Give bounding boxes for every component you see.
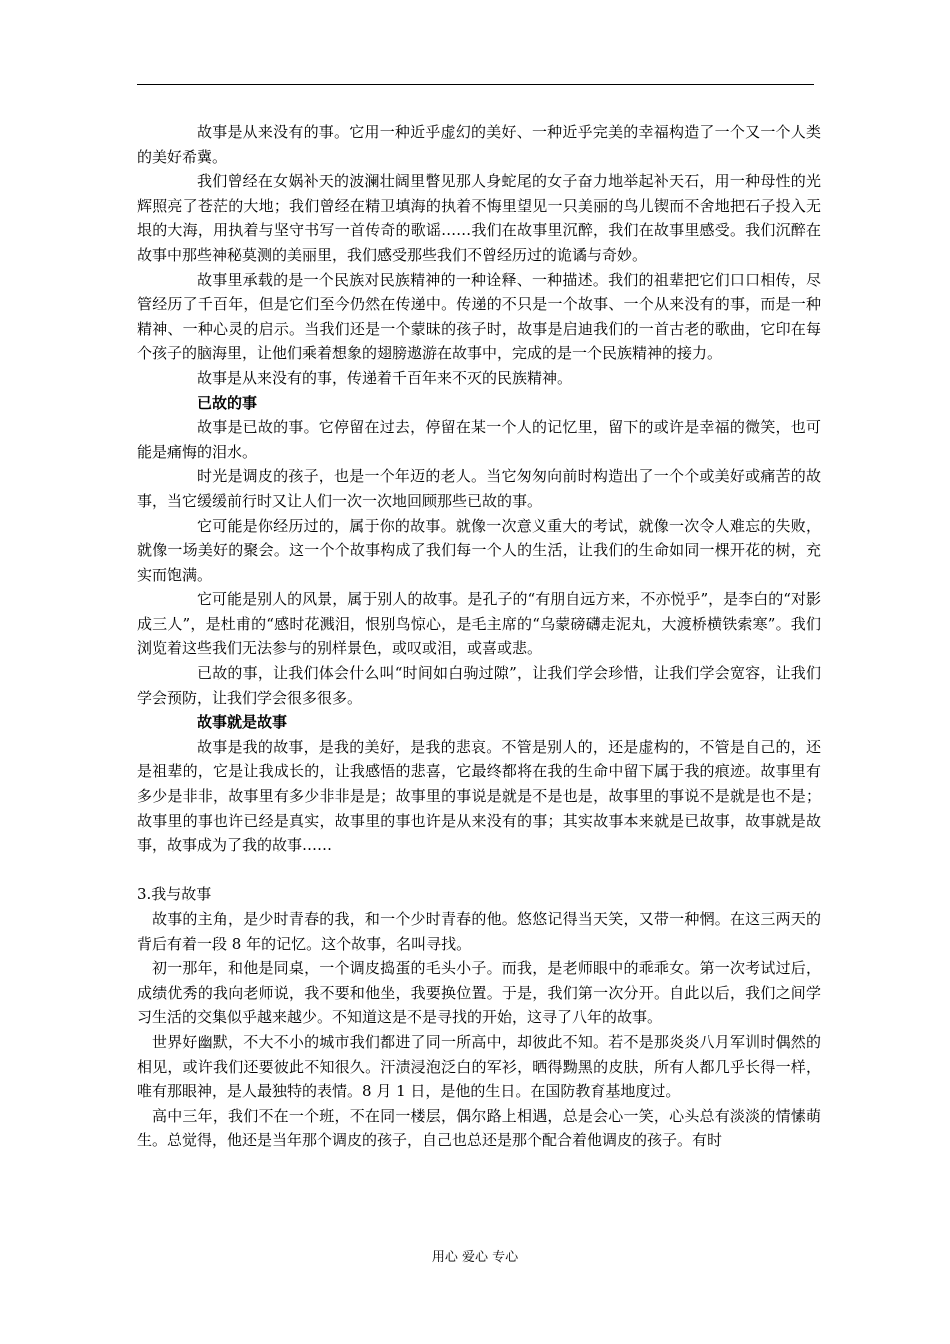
paragraph: 故事是从来没有的事，传递着千百年来不灭的民族精神。: [197, 368, 573, 387]
paragraph: 时光是调皮的孩子，也是一个年迈的老人。当它匆匆向前时构造出了一个个或美好或痛苦的故事，当它缓缓前行时又让人们一次一次地回顾那些已故的事。: [137, 467, 821, 510]
paragraph: 故事的主角，是少时青春的我，和一个少时青春的他。悠悠记得当天笑，又带一种惘。在这三两天的背后有着一段 8 年的记忆。这个故事，名叫寻找。: [137, 910, 821, 953]
paragraph: 故事里承载的是一个民族对民族精神的一种诠释、一种描述。我们的祖辈把它们口口相传，尽管经历了千百年，但是它们至今仍然在传递中。传递的不只是一个故事、一个从来没有的事，而是一种精神、一种心灵的启示。当我们还是一个蒙昧的孩子时，故事是启迪我们的一首古老的歌曲，它印在每个孩子的脑海里，让他们乘着想象的翅膀遨游在故事中，完成的是一个民族精神的接力。: [137, 270, 821, 363]
paragraph: 故事是从来没有的事。它用一种近乎虚幻的美好、一种近乎完美的幸福构造了一个又一个人类的美好希冀。: [137, 123, 821, 166]
paragraph: 高中三年，我们不在一个班，不在同一楼层，偶尔路上相遇，总是会心一笑，心头总有淡淡的情愫萌生。总觉得，他还是当年那个调皮的孩子，自己也总还是那个配合着他调皮的孩子。有时: [137, 1106, 821, 1150]
paragraph: 故事是我的故事，是我的美好，是我的悲哀。不管是别人的，还是虚构的，不管是自己的，还是祖辈的，它是让我成长的，让我感悟的悲喜，它最终都将在我的生命中留下属于我的痕迹。故事里有多少是非非，故事里有多少非非是是；故事里的事说是就是不是也是，故事里的事说不是就是也不是；故事里的事也许已经是真实，故事里的事也许是从来没有的事；其实故事本来就是已故事，故事就是故事，故事成为了我的故事……: [137, 737, 821, 855]
page-footer: 用心 爱心 专心: [431, 1250, 519, 1265]
paragraph: 已故的事，让我们体会什么叫“时间如白驹过隙”，让我们学会珍惜，让我们学会宽容，让我们学会预防，让我们学会很多很多。: [137, 664, 821, 707]
paragraph: 它可能是别人的风景，属于别人的故事。是孔子的“有朋自远方来，不亦悦乎”，是李白的“对影成三人”，是杜甫的“感时花溅泪，恨别鸟惊心，是毛主席的“乌蒙磅礴走泥丸，大渡桥横铁索寒”。我们浏览着这些我们无法参与的别样景色，或叹或泪，或喜或悲。: [137, 590, 821, 658]
paragraph: 初一那年，和他是同桌，一个调皮捣蛋的毛头小子。而我，是老师眼中的乖乖女。第一次考试过后，成绩优秀的我向老师说，我不要和他坐，我要换位置。于是，我们第一次分开。自此以后，我们之间学习生活的交集似乎越来越少。不知道这是不是寻找的开始，这寻了八年的故事。: [137, 959, 821, 1027]
subheading-yigu: 已故的事: [197, 393, 258, 412]
subheading-gushi-jiushi-gushi: 故事就是故事: [197, 713, 288, 732]
paragraph: 世界好幽默，不大不小的城市我们都进了同一所高中，却彼此不知。若不是那炎炎八月军训时偶然的相见，或许我们还要彼此不知很久。汗渍浸泡泛白的军衫，晒得黝黑的皮肤，所有人都几乎长得一样，唯有那眼神，是人最独特的表情。8 月 1 日，是他的生日。在国防教育基地度过。: [137, 1032, 821, 1101]
paragraph: 它可能是你经历过的，属于你的故事。就像一次意义重大的考试，就像一次令人难忘的失败，就像一场美好的聚会。这一个个故事构成了我们每一个人的生活，让我们的生命如同一棵开花的树，充实而饱满。: [137, 516, 821, 584]
document-body: [137, 120, 821, 1153]
section-title: 3.我与故事: [137, 885, 212, 904]
header-rule: [137, 84, 814, 85]
blank-line: [137, 858, 821, 883]
paragraph: 我们曾经在女娲补天的波澜壮阔里瞥见那人身蛇尾的女子奋力地举起补天石，用一种母性的光辉照亮了苍茫的大地；我们曾经在精卫填海的执着不悔里望见一只美丽的鸟儿锲而不舍地把石子投入无垠的大海，用执着与坚守书写一首传奇的歌谣……我们在故事里沉醉，我们在故事里感受。我们沉醉在故事中那些神秘莫测的美丽里，我们感受那些我们不曾经历过的诡谲与奇妙。: [137, 172, 821, 264]
paragraph: 故事是已故的事。它停留在过去，停留在某一个人的记忆里，留下的或许是幸福的微笑，也可能是痛悔的泪水。: [137, 418, 821, 461]
